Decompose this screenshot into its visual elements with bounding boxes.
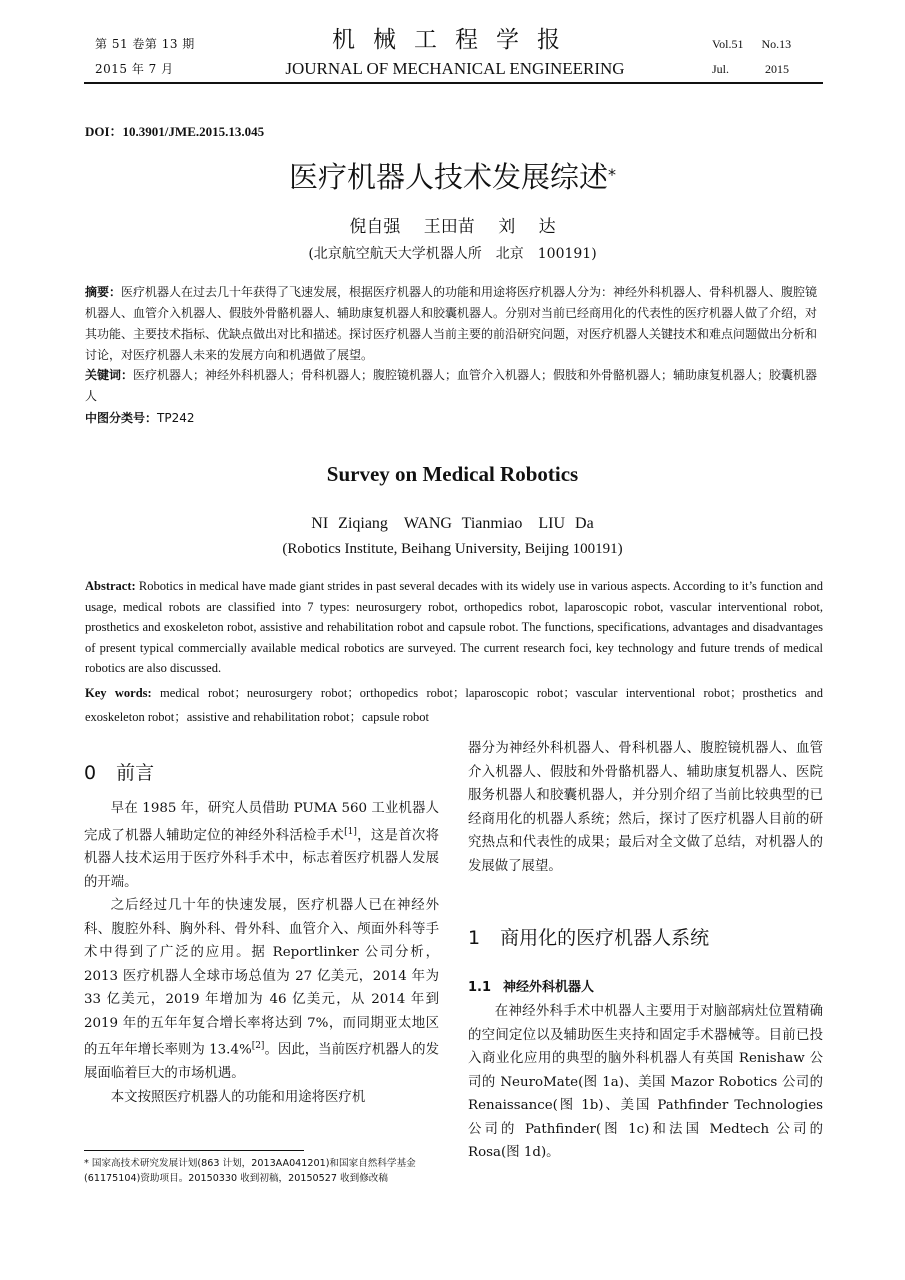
section-0-number: 0 [84, 762, 97, 784]
subsection-1-1-body [468, 1000, 823, 1165]
affiliation-cn: (北京航空航天大学机器人所 北京 100191) [308, 246, 597, 262]
intro-paragraph-2 [84, 894, 439, 1085]
clc-label: 中图分类号： [85, 411, 158, 425]
header-date-cn: 2015 年 7 月 [95, 62, 174, 76]
funding-footnote: * 国家高技术研究发展计划(863 计划，2013AA041201)和国家自然科学基金(61175104)资助项目。20150330 收到初稿，20150527 收到修改稿 [84, 1158, 416, 1184]
abstract-en [85, 576, 823, 679]
subsection-1-1-number: 1.1 [468, 980, 492, 995]
neurosurgery-paragraph: 在神经外科手术中机器人主要用于对脑部病灶位置精确的空间定位以及辅助医生夹持和固定手术器械等。目前已投入商业化应用的典型的脑外科机器人有英国 Renishaw 公司的 NeuroMate(图 1a)、美国 Mazor Robotics 公司的 Renaissance(图 1b)、美国 Pathfinder Technologies 公司的 Pathfinder(图 1c)和法国 Medtech 公司的 Rosa(图 1d)。 [468, 1004, 823, 1160]
header-month: Jul. [712, 62, 730, 76]
affiliation-en: (Robotics Institute, Beihang University, Beijing 100191) [282, 541, 623, 557]
keywords-cn-text: 医疗机器人；神经外科机器人；骨科机器人；腹腔镜机器人；血管介入机器人；假肢和外骨骼机器人；辅助康复机器人；胶囊机器人 [85, 368, 818, 403]
header-no: No.13 [761, 37, 792, 51]
intro-paragraph-3: 本文按照医疗机器人的功能和用途将医疗机 [110, 1089, 366, 1105]
header-rule [84, 82, 823, 84]
intro-paragraph-1 [84, 797, 439, 894]
abstract-cn-text: 医疗机器人在过去几十年获得了飞速发展，根据医疗机器人的功能和用途将医疗机器人分为：神经外科机器人、骨科机器人、腹腔镜机器人、血管介入机器人、假肢外骨骼机器人、辅助康复机器人和胶囊机器人。分别对当前已经商用化的代表性的医疗机器人做了介绍，对其功能、主要技术指标、优缺点做出对比和描述。探讨医疗机器人当前主要的前沿研究问题，对医疗机器人关键技术和难点问题做出分析和讨论，对医疗机器人未来的发展方向和机遇做了展望。 [85, 285, 818, 362]
section-0-title: 前言 [116, 762, 155, 784]
footnote-rule [84, 1150, 304, 1151]
section-1-heading [468, 924, 709, 952]
intro-p2-text-b: 。因此，当前医疗机器人的发展面临着巨大的市场机遇。 [84, 1042, 440, 1082]
keywords-en [85, 681, 823, 729]
subsection-1-1-title: 神经外科机器人 [503, 980, 595, 995]
section-1-number: 1 [468, 927, 481, 949]
citation-2[interactable]: [2] [251, 1041, 265, 1052]
intro-p1-text-b: ，这是首次将机器人技术运用于医疗外科手术中，标志着医疗机器人发展的开端。 [84, 827, 439, 890]
citation-1[interactable]: [1] [344, 826, 357, 837]
journal-title-en: JOURNAL OF MECHANICAL ENGINEERING [285, 59, 625, 78]
body-left-column [84, 797, 439, 1109]
intro-paragraph-3-continued: 器分为神经外科机器人、骨科机器人、腹腔镜机器人、血管介入机器人、假肢和外骨骼机器人、辅助康复机器人、医院服务机器人和胶囊机器人，并分别介绍了当前比较典型的已经商用化的机器人系统；然后，探讨了医疗机器人目前的研究热点和代表性的成果；最后对全文做了总结，对机器人的发展做了展望。 [468, 741, 823, 874]
body-right-column [468, 737, 823, 878]
paper-title-en: Survey on Medical Robotics [326, 462, 579, 486]
header-volume-info [712, 32, 825, 82]
abstract-en-label: Abstract: [85, 579, 136, 593]
authors-cn: 倪自强 王田苗 刘 达 [349, 217, 556, 237]
header-vol: Vol.51 [712, 37, 744, 51]
header-vol-issue-cn: 第 51 卷第 13 期 [95, 37, 195, 51]
header-issue-info [95, 32, 195, 82]
doi[interactable]: DOI：10.3901/JME.2015.13.045 [85, 124, 265, 139]
section-0-heading [84, 759, 154, 787]
keywords-en-text: medical robot；neurosurgery robot；orthopedics robot；laparoscopic robot；vascular interventional robot；prosthetics and exoskeleton robot；assistive and rehabilitation robot；capsule robot [85, 686, 824, 724]
abstract-en-text: Robotics in medical have made giant strides in past several decades with its widely use in various aspects. According to it’s function and usage, medical robots are classified into 7 types: neurosurgery robot, orthopedics robot, laparoscopic robot, vascular interventional robot, prosthetics and exoskeleton robot, assistive and rehabilitation robot and capsule robot. The functions, specifications, advantages and disadvantages of present typical commercially available medical robotics are surveyed. The current research foci, key technology and future trends of medical robotics are also discussed. [85, 579, 823, 676]
intro-p1-text-a: 早在 1985 年，研究人员借助 PUMA 560 工业机器人完成了机器人辅助定位的神经外科活检手术 [84, 801, 439, 843]
header-year: 2015 [765, 62, 790, 76]
subsection-1-1-heading [468, 976, 594, 995]
paper-title-cn [0, 155, 905, 199]
abstract-cn-label: 摘要： [85, 285, 122, 299]
clc-text: TP242 [157, 411, 195, 425]
clc-number [85, 408, 823, 429]
authors-en: NI Ziqiang WANG Tianmiao LIU Da [311, 515, 594, 532]
keywords-en-label: Key words: [85, 686, 152, 700]
section-1-title: 商用化的医疗机器人系统 [500, 927, 710, 949]
abstract-cn [85, 282, 823, 366]
intro-p2-text-a: 之后经过几十年的快速发展，医疗机器人已在神经外科、腹腔外科、胸外科、骨外科、血管介入、颅面外科等手术中得到了广泛的应用。据 Reportlinker 公司分析，2013 医疗机器人全球市场总值为 27 亿美元，2014 年为 33 亿美元，2019 年增加为 46 亿美元，从 2014 年到 2019 年的五年年复合增长率将达到 7%，而同期亚太地区的五年年增长率则为 13.4% [84, 898, 439, 1058]
journal-title-cn: 机械工程学报 [332, 27, 578, 53]
journal-title [250, 24, 660, 80]
keywords-cn [85, 365, 823, 407]
title-footnote-mark: * [608, 165, 616, 184]
keywords-cn-label: 关键词： [85, 368, 134, 382]
paper-title-cn-text: 医疗机器人技术发展综述 [288, 160, 608, 194]
